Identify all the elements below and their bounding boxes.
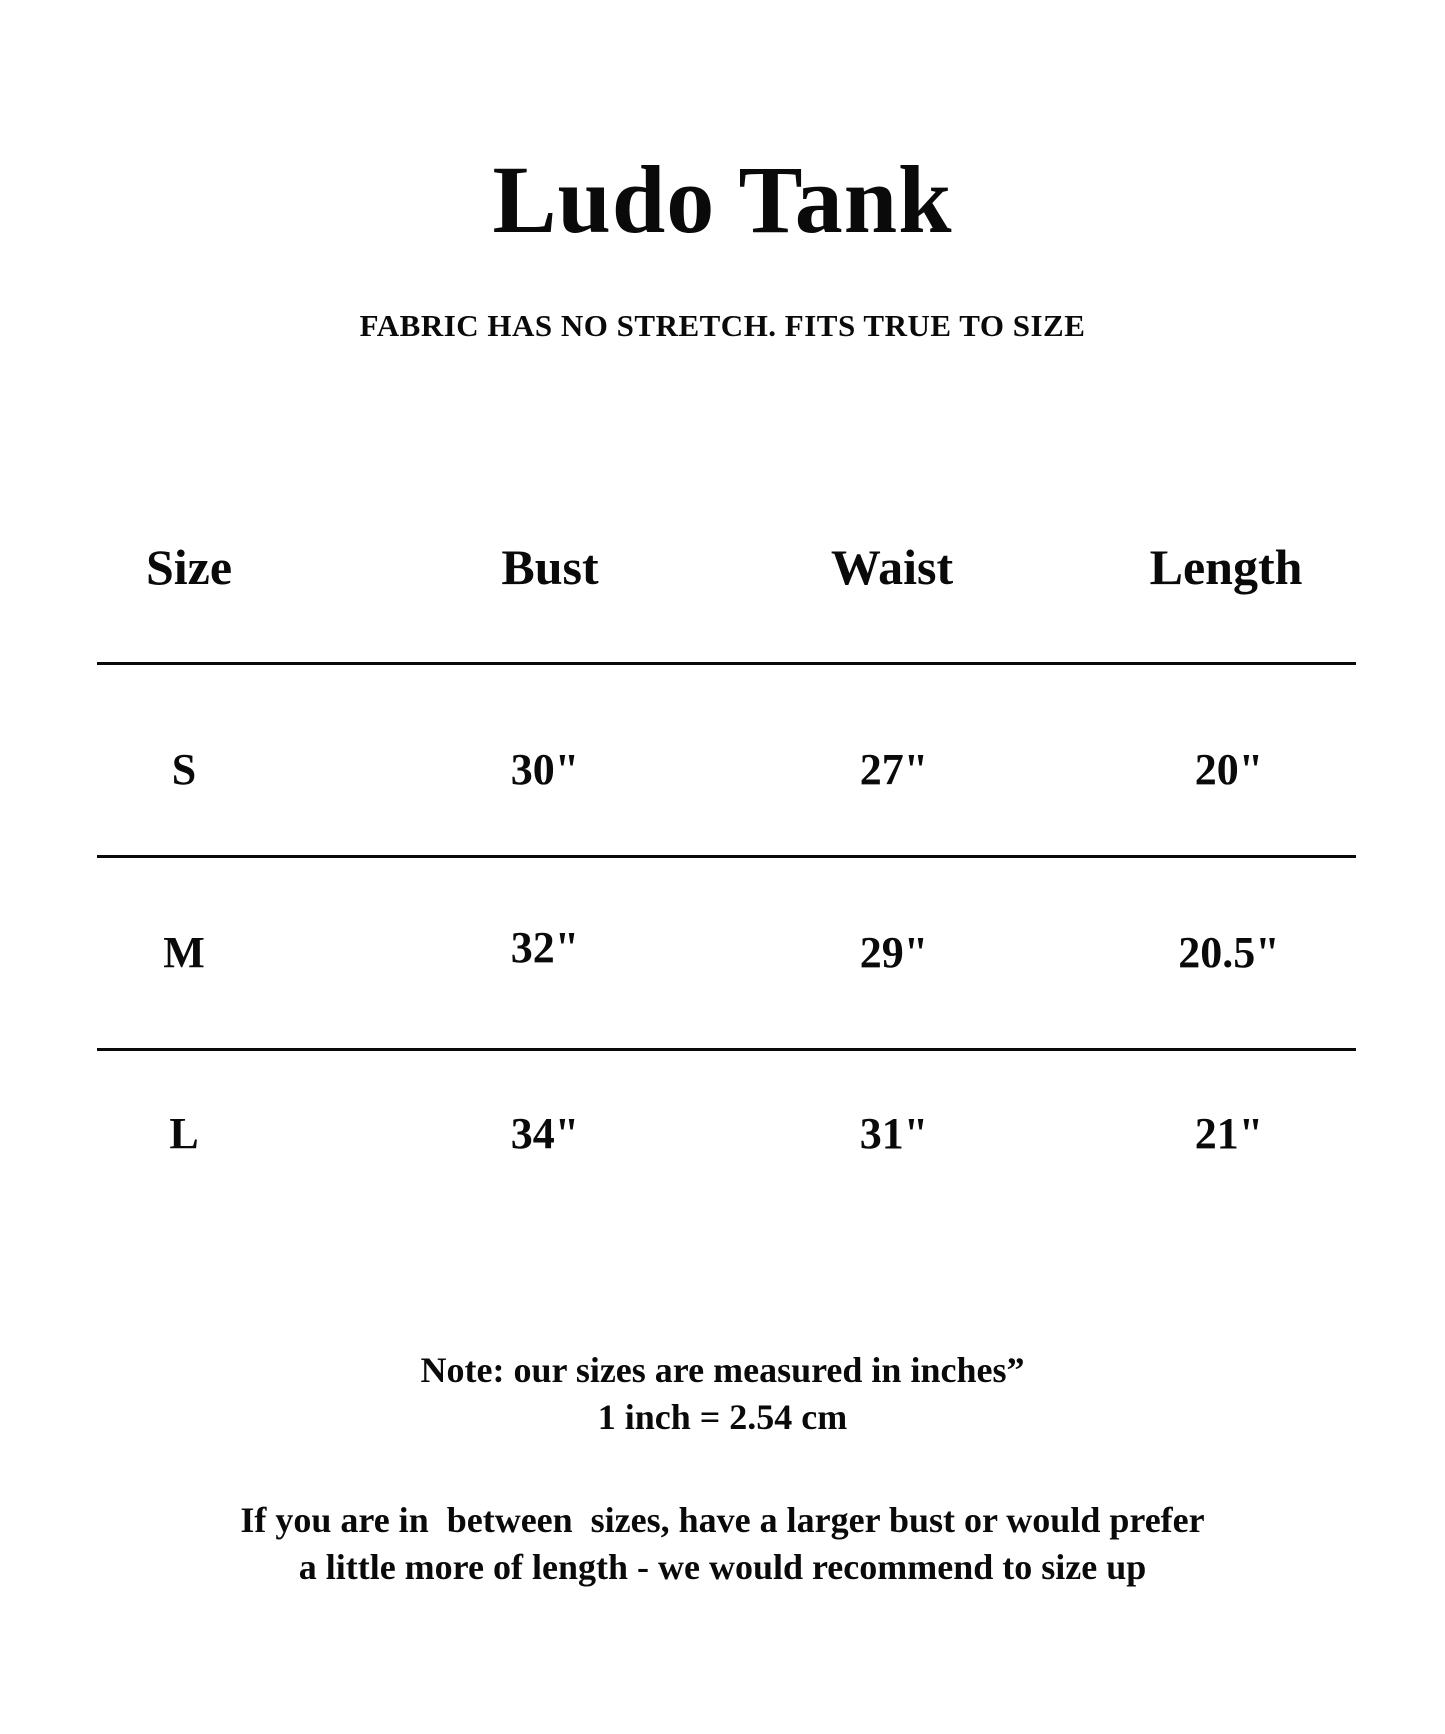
header-size: Size bbox=[145, 539, 233, 595]
row-length-cell: 20.5" bbox=[1178, 928, 1280, 977]
fit-subtitle: FABRIC HAS NO STRETCH. FITS TRUE TO SIZE bbox=[359, 308, 1086, 343]
page-title: Ludo Tank bbox=[492, 146, 953, 253]
row-bust-cell: 30" bbox=[510, 745, 580, 794]
row-bust-cell: 32" bbox=[510, 923, 580, 972]
header-length: Length bbox=[1149, 539, 1303, 595]
note-sizing-advice-line2: a little more of length - we would recommend to size up bbox=[298, 1547, 1147, 1587]
row-waist-cell: 27" bbox=[859, 745, 929, 794]
row-bust-cell: 34" bbox=[510, 1109, 580, 1158]
row-size-cell: L bbox=[169, 1109, 199, 1158]
row-size-cell: M bbox=[163, 928, 205, 977]
table-divider bbox=[97, 662, 1356, 665]
row-waist-cell: 31" bbox=[859, 1109, 929, 1158]
header-bust: Bust bbox=[501, 539, 599, 595]
row-waist-cell: 29" bbox=[859, 928, 929, 977]
note-measurement-units: Note: our sizes are measured in inches” bbox=[420, 1350, 1025, 1390]
table-divider bbox=[97, 1048, 1356, 1051]
note-conversion: 1 inch = 2.54 cm bbox=[597, 1397, 848, 1437]
row-length-cell: 21" bbox=[1194, 1109, 1264, 1158]
row-size-cell: S bbox=[171, 745, 197, 794]
note-sizing-advice-line1: If you are in between sizes, have a larger bust or would prefer bbox=[240, 1500, 1205, 1540]
header-waist: Waist bbox=[830, 539, 954, 595]
row-length-cell: 20" bbox=[1194, 745, 1264, 794]
table-divider bbox=[97, 855, 1356, 858]
